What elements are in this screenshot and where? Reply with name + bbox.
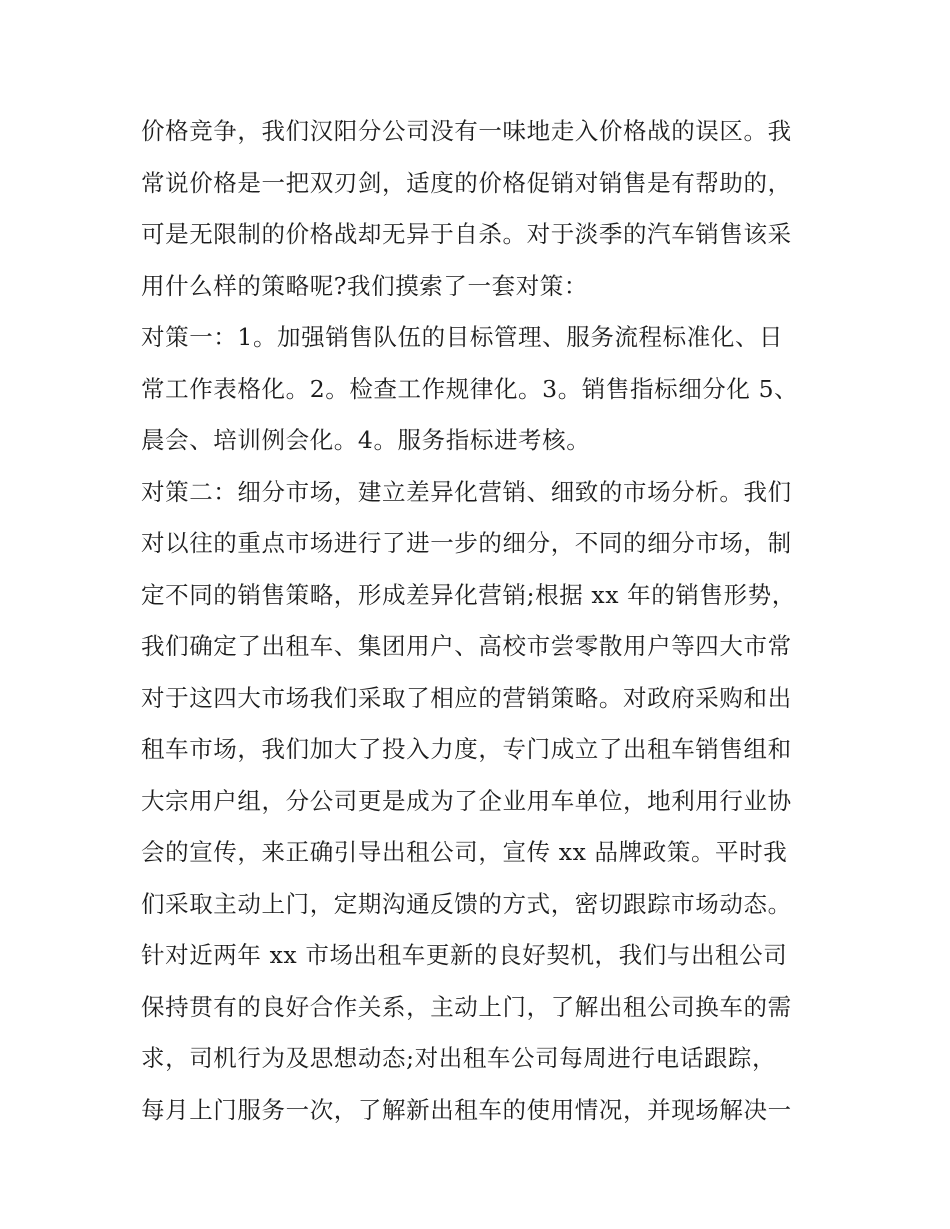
text-line: 会的宣传，来正确引导出租公司，宣传 xx 品牌政策。平时我 [141,838,788,866]
text-line: 每月上门服务一次，了解新出租车的使用情况，并现场解决一 [141,1095,792,1124]
text-line: 们采取主动上门，定期沟通反馈的方式，密切跟踪市场动态。 [141,889,792,918]
text-line: 我们确定了出租车、集团用户、高校市尝零散用户等四大市常 [141,632,792,660]
text-line: 租车市场，我们加大了投入力度，专门成立了出租车销售组和 [141,735,792,763]
text-line: 大宗用户组，分公司更是成为了企业用车单位，地利用行业协 [141,786,792,815]
text-line: 用什么样的策略呢?我们摸索了一套对策： [141,271,588,300]
text-line: 常说价格是一把双刃剑，适度的价格促销对销售是有帮助的， [141,168,792,197]
text-line: 保持贯有的良好合作关系，主动上门，了解出租公司换车的需 [141,992,792,1021]
body-text [141,111,821,1141]
text-line: 对以往的重点市场进行了进一步的细分，不同的细分市场，制 [141,529,792,557]
text-line: 常工作表格化。2。检查工作规律化。3。销售指标细分化 5、 [141,374,799,403]
text-line: 对策二：细分市场，建立差异化营销、细致的市场分析。我们 [141,477,792,506]
text-line: 可是无限制的价格战却无异于自杀。对于淡季的汽车销售该采 [141,220,792,248]
text-line: 价格竞争，我们汉阳分公司没有一味地走入价格战的误区。我 [141,117,792,145]
text-line: 定不同的销售策略，形成差异化营销;根据 xx 年的销售形势， [141,580,796,609]
text-line: 晨会、培训例会化。4。服务指标进考核。 [141,426,591,454]
text-line: 对策一：1。加强销售队伍的目标管理、服务流程标准化、日 [141,323,784,351]
text-line: 针对近两年 xx 市场出租车更新的良好契机，我们与出租公司 [141,941,788,969]
text-line: 求，司机行为及思想动态;对出租车公司每周进行电话跟踪， [141,1044,777,1072]
text-line: 对于这四大市场我们采取了相应的营销策略。对政府采购和出 [141,683,792,712]
